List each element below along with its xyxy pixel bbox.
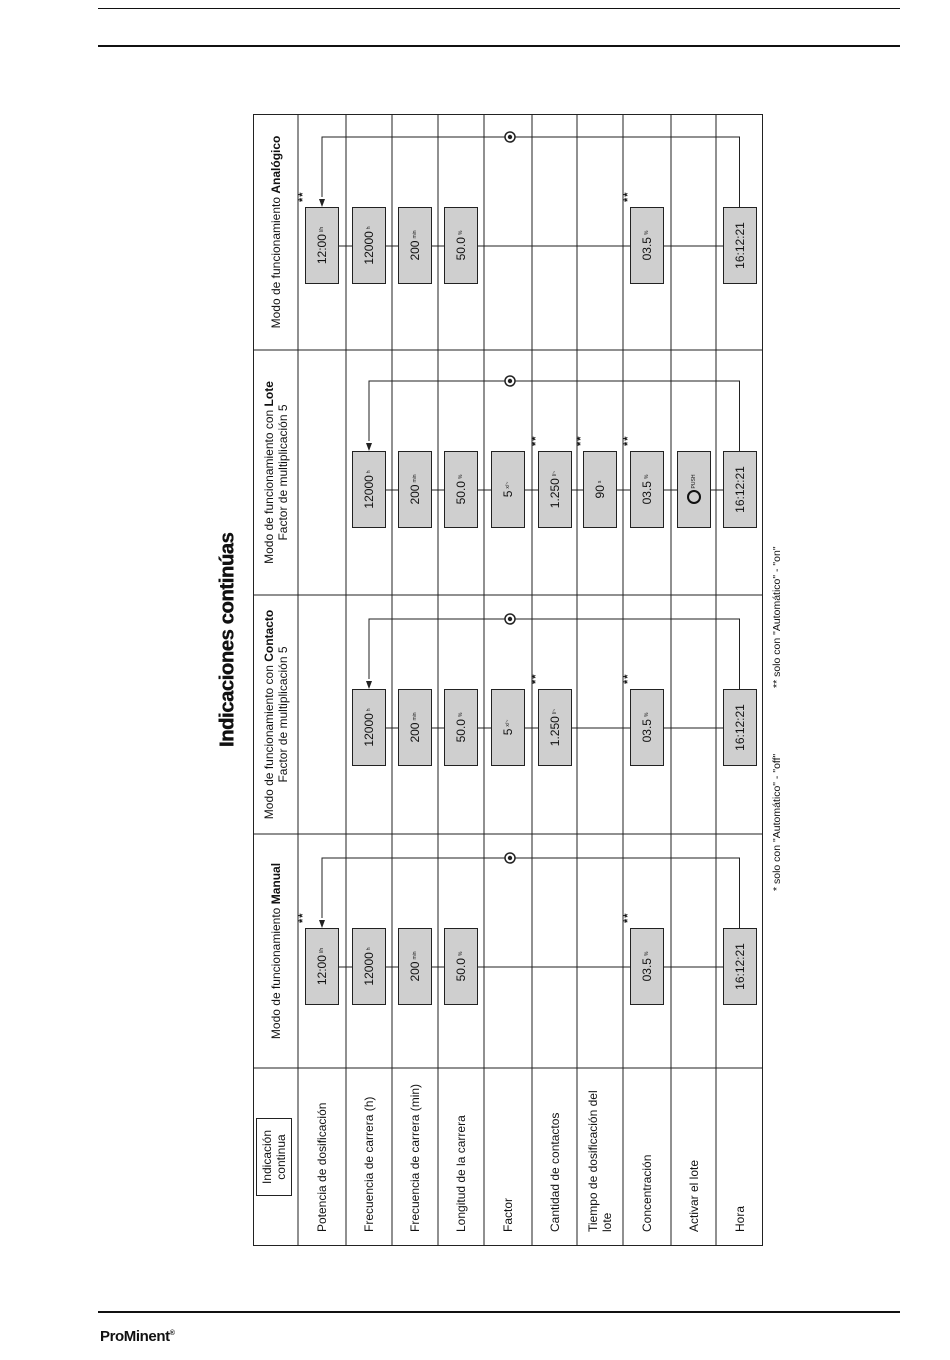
- display-box: [352, 451, 386, 528]
- push-symbol-dot: [508, 135, 512, 139]
- double-asterisk: **: [529, 673, 542, 684]
- box-value: 12000: [362, 231, 376, 265]
- display-box: [630, 689, 664, 766]
- column-header-line1: [269, 114, 283, 350]
- row-label: Hora: [732, 1205, 747, 1232]
- box-unit: %: [644, 951, 650, 957]
- column-header-line2: Factor de multiplicación 5: [275, 646, 290, 783]
- box-unit: h: [366, 947, 372, 951]
- footnote-double: ** solo con "Automático" - "on": [771, 546, 783, 688]
- display-box: [723, 207, 757, 284]
- column-header-mode: Manual: [268, 862, 283, 905]
- column-header-line1: [269, 834, 283, 1068]
- box-unit: %: [458, 951, 464, 957]
- footnote-single: * solo con "Automático" - "off": [771, 753, 783, 891]
- display-box: [444, 689, 478, 766]
- box-value: 1.250: [547, 478, 562, 509]
- display-box: [677, 451, 711, 528]
- row-label: Frecuencia de carrera (min): [408, 1083, 422, 1232]
- box-unit: %: [458, 474, 464, 480]
- row-label: Longitud de la carrera: [454, 1115, 468, 1232]
- display-box: [630, 207, 664, 284]
- box-value: 12:00: [315, 234, 329, 265]
- page-title: Indicaciones continúas: [216, 532, 239, 748]
- push-label: PUSH: [690, 474, 697, 489]
- loop-return-line: [322, 137, 740, 207]
- double-asterisk: **: [622, 191, 634, 202]
- double-asterisk: **: [575, 435, 587, 446]
- column-header: [253, 595, 298, 834]
- prominent-logo: ProMinent®: [100, 1328, 175, 1345]
- box-value: 50.0: [454, 958, 468, 982]
- box-value: 03.5: [640, 481, 654, 505]
- box-unit: h: [366, 470, 372, 474]
- double-asterisk: **: [529, 435, 542, 446]
- box-unit: l/h: [319, 947, 325, 954]
- bottom-rule: [98, 1311, 900, 1313]
- box-value: 200: [408, 484, 422, 505]
- arrowhead: [366, 443, 372, 451]
- box-unit: min: [412, 230, 418, 239]
- column-header-prefix: Modo de funcionamiento con: [261, 406, 276, 564]
- table-border: [254, 115, 763, 1246]
- box-value: 03.5: [640, 958, 654, 982]
- header-label-line: Indicación: [260, 1129, 274, 1185]
- display-box: [630, 451, 664, 528]
- row-label: Potencia de dosificación: [315, 1102, 329, 1232]
- double-asterisk: **: [297, 912, 309, 923]
- double-asterisk: **: [622, 912, 634, 923]
- header-label-box: [256, 1118, 292, 1196]
- display-box: [444, 207, 478, 284]
- display-box: [538, 689, 572, 766]
- box-value: 12000: [362, 713, 376, 747]
- display-box: [538, 451, 572, 528]
- double-asterisk: **: [622, 673, 634, 684]
- push-button-icon: [687, 490, 701, 504]
- box-value: 1.250: [547, 716, 562, 747]
- arrowhead: [366, 681, 372, 689]
- display-box: [491, 451, 525, 528]
- loop-return-line: [369, 381, 740, 451]
- box-unit: %: [644, 230, 650, 236]
- box-unit: l/~: [551, 708, 558, 715]
- row-label: Frecuencia de carrera (h): [362, 1096, 376, 1232]
- arrowhead: [319, 199, 325, 207]
- header-label-line: continua: [274, 1134, 288, 1180]
- box-unit: l/~: [551, 470, 558, 477]
- display-box: [398, 689, 432, 766]
- display-box: [444, 451, 478, 528]
- box-value: 5: [501, 490, 515, 498]
- box-unit: min: [412, 951, 418, 960]
- box-value: 16:12:21: [732, 943, 747, 990]
- box-value: 90: [593, 485, 607, 499]
- row-label: Concentración: [640, 1154, 654, 1232]
- column-header-prefix: Modo de funcionamiento: [268, 904, 283, 1040]
- box-value: 200: [408, 961, 422, 982]
- column-header: [253, 350, 298, 595]
- box-unit: h: [366, 226, 372, 230]
- box-value: 03.5: [640, 719, 654, 743]
- column-header-line1: [262, 350, 276, 595]
- push-symbol-dot: [508, 856, 512, 860]
- box-value: 5: [501, 728, 515, 736]
- display-box: [723, 928, 757, 1005]
- display-box: [305, 207, 339, 284]
- box-value: 50.0: [454, 481, 468, 505]
- box-unit: min: [412, 712, 418, 721]
- box-unit: %: [458, 712, 464, 718]
- box-value: 12:00: [315, 955, 329, 986]
- display-box: [630, 928, 664, 1005]
- box-unit: %: [644, 474, 650, 480]
- column-header-line2: Factor de multiplicación 5: [275, 404, 290, 541]
- display-box: [352, 207, 386, 284]
- display-box: [352, 689, 386, 766]
- row-label: Tiempo de dosificación del lote: [586, 1090, 614, 1232]
- display-box: [398, 928, 432, 1005]
- box-value: 50.0: [454, 719, 468, 743]
- rotated-table: [253, 114, 783, 1246]
- column-header-prefix: Modo de funcionamiento: [268, 193, 283, 329]
- display-box: [583, 451, 617, 528]
- display-box: [398, 207, 432, 284]
- double-asterisk: **: [297, 191, 309, 202]
- box-value: 200: [408, 722, 422, 743]
- arrowhead: [319, 920, 325, 928]
- column-header-prefix: Modo de funcionamiento con: [261, 661, 276, 820]
- box-value: 12000: [362, 952, 376, 986]
- display-box: [305, 928, 339, 1005]
- top-rule-thick: [98, 45, 900, 47]
- column-header-line1: [262, 595, 276, 834]
- push-symbol-dot: [508, 379, 512, 383]
- box-unit: x/~: [505, 719, 511, 727]
- display-box: [398, 451, 432, 528]
- box-value: 50.0: [454, 237, 468, 261]
- display-box: [723, 689, 757, 766]
- box-unit: min: [412, 474, 418, 483]
- push-symbol-dot: [508, 617, 512, 621]
- box-value: 12000: [362, 475, 376, 509]
- box-unit: %: [644, 712, 650, 718]
- box-unit: x/~: [505, 481, 511, 489]
- display-box: [723, 451, 757, 528]
- box-value: 16:12:21: [732, 466, 747, 513]
- box-unit: s: [597, 480, 603, 484]
- row-label: Cantidad de contactos: [547, 1112, 562, 1232]
- column-header: [253, 114, 298, 350]
- box-value: 16:12:21: [732, 222, 747, 269]
- double-asterisk: **: [622, 435, 634, 446]
- box-unit: h: [366, 708, 372, 712]
- box-unit: l/h: [319, 226, 325, 233]
- display-box: [444, 928, 478, 1005]
- loop-return-line: [369, 619, 740, 689]
- row-label: Factor: [501, 1197, 515, 1232]
- column-header-mode: Analógico: [268, 135, 283, 194]
- column-header-mode: Contacto: [261, 609, 276, 662]
- box-value: 03.5: [640, 237, 654, 261]
- column-header: [253, 834, 298, 1068]
- display-box: [352, 928, 386, 1005]
- box-value: 200: [408, 240, 422, 261]
- top-rule-thin: [98, 8, 900, 9]
- box-unit: %: [458, 230, 464, 236]
- row-label: Activar el lote: [686, 1159, 701, 1232]
- column-header-mode: Lote: [261, 381, 276, 407]
- loop-return-line: [322, 858, 740, 928]
- display-box: [491, 689, 525, 766]
- box-value: 16:12:21: [732, 704, 747, 751]
